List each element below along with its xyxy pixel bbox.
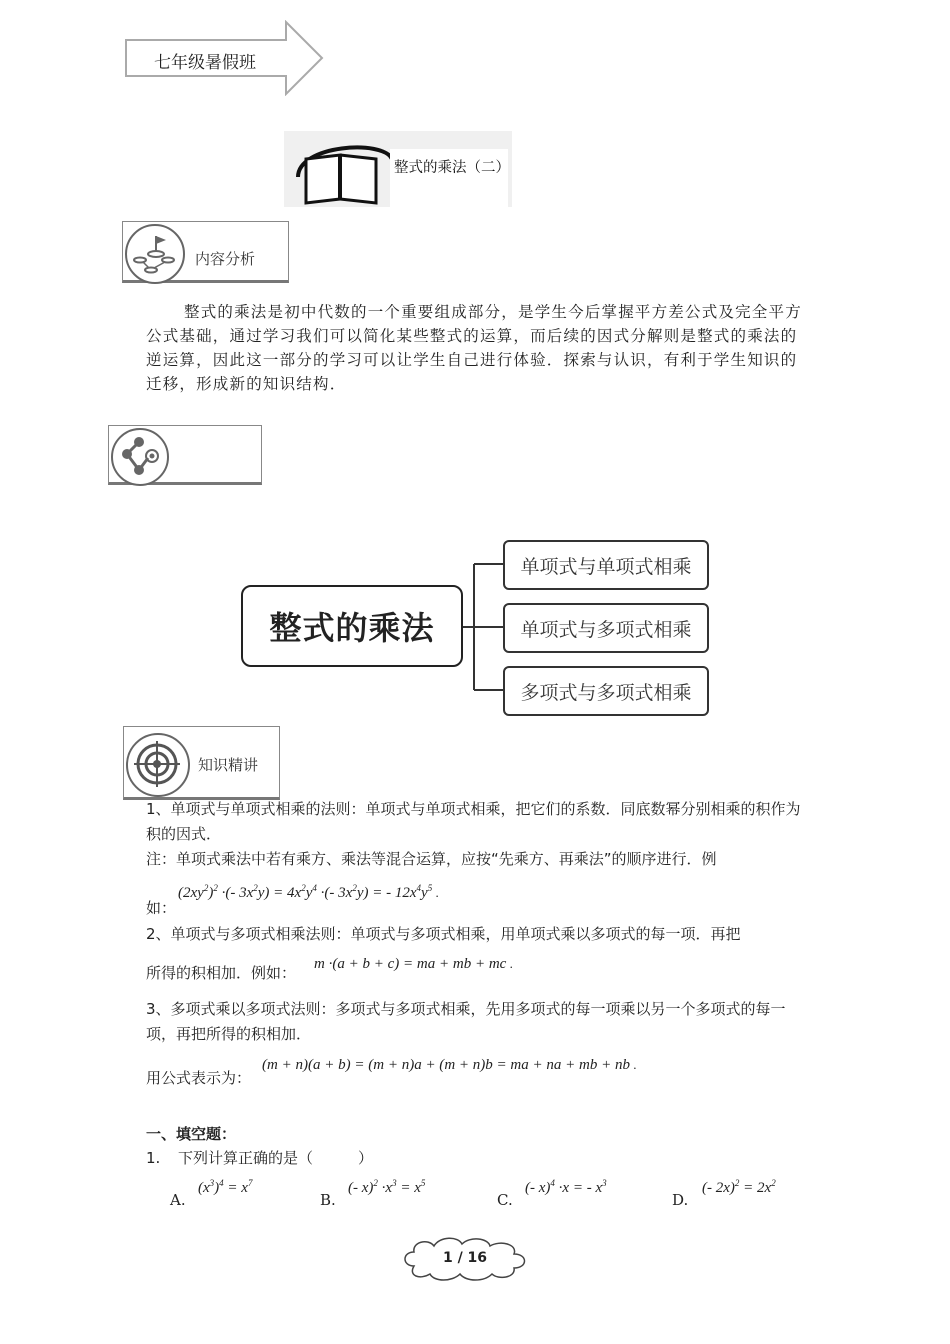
section-label-knowledge-explain: 知识精讲: [198, 756, 259, 774]
section-badge-knowledge-explain: [123, 726, 280, 800]
rule-2-line1: 2、单项式与多项式相乘法则：单项式与多项式相乘，用单项式乘以多项式的每一项．再把: [146, 925, 741, 943]
section-badge-knowledge-structure: [108, 425, 262, 485]
formula-polynomial-polynomial: (m + n)(a + b) = (m + n)a + (m + n)b = ma + na + mb + nb .: [262, 1057, 637, 1073]
mindmap-root: [241, 585, 463, 667]
mindmap-branch-2: 单项式与多项式相乘: [503, 603, 709, 653]
rule-3-formula-prefix: 用公式表示为：: [146, 1069, 252, 1087]
intro-text: 整式的乘法是初中代数的一个重要组成部分，是学生今后掌握平方差公式及完全平方公式基础，通过学习我们可以简化某些整式的运算，而后续的因式分解则是整式的乘法的逆运算，因此这一部分的学习可以让学生自己进行体验．探索与认识，有利于学生知识的迁移，形成新的知识结构．: [146, 303, 802, 393]
header-tag: [124, 20, 326, 96]
mindmap-branch-1: 单项式与单项式相乘: [503, 540, 709, 590]
book-icon: [288, 137, 396, 205]
mindmap-root-label: 整式的乘法: [269, 609, 435, 647]
rule-1-example-prefix: 如：: [146, 899, 177, 917]
exercise-heading: 一、填空题：: [146, 1125, 237, 1143]
rule-1: 1、单项式与单项式相乘的法则：单项式与单项式相乘，把它们的系数．同底数幂分别相乘的积作为积的因式．: [146, 800, 801, 843]
option-a-label[interactable]: A.: [170, 1191, 186, 1209]
option-a-formula[interactable]: $(x^3)^4 = x^7$: [198, 1178, 253, 1196]
rule-2-line2: 所得的积相加．例如：: [146, 964, 297, 982]
intro-paragraph: [146, 300, 810, 396]
lesson-title: 整式的乘法（二）: [394, 160, 510, 176]
option-c-formula[interactable]: (- x)$^4$ ·x = - $x^3$: [525, 1178, 607, 1196]
question-1-text: 下列计算正确的是（ ）: [178, 1149, 374, 1167]
header-tag-text: 七年级暑假班: [154, 53, 256, 73]
section-badge-content-analysis: [122, 221, 289, 283]
section-label-content-analysis: 内容分析: [195, 250, 256, 268]
option-b-formula[interactable]: (- $x)^2 \cdot x^3 = x^5$: [348, 1178, 426, 1196]
page-footer: [400, 1236, 530, 1282]
page-number: 1 / 16: [442, 1250, 488, 1266]
option-d-label[interactable]: D.: [672, 1191, 689, 1209]
formula-monomial-polynomial: m ·(a + b + c) = ma + mb + mc .: [314, 956, 513, 972]
mindmap: [240, 538, 710, 714]
rule-1-note: 注：单项式乘法中若有乘方、乘法等混合运算，应按“先乘方、再乘法”的顺序进行．例: [146, 850, 717, 868]
option-d-formula[interactable]: (- $2x)^2 = 2x^2$: [702, 1178, 776, 1196]
mindmap-branch-3: 多项式与多项式相乘: [503, 666, 709, 716]
rule-3: 3、多项式乘以多项式法则：多项式与多项式相乘，先用多项式的每一项乘以另一个多项式的每一项，再把所得的积相加．: [146, 1000, 786, 1043]
formula-monomial-example: $(2xy^2)^2$ ·(- $3x^2y) = 4x^2y^4$ ·(- $3x^2y$) = - $12x^4y^5$ .: [178, 883, 439, 901]
question-1-number: 1.: [146, 1149, 161, 1167]
lesson-title-block: [284, 131, 512, 207]
flag-target-icon: [129, 228, 179, 278]
option-c-label[interactable]: C.: [497, 1191, 513, 1209]
option-b-label[interactable]: B.: [320, 1191, 336, 1209]
share-network-icon: [115, 432, 163, 480]
target-icon: [132, 739, 182, 789]
